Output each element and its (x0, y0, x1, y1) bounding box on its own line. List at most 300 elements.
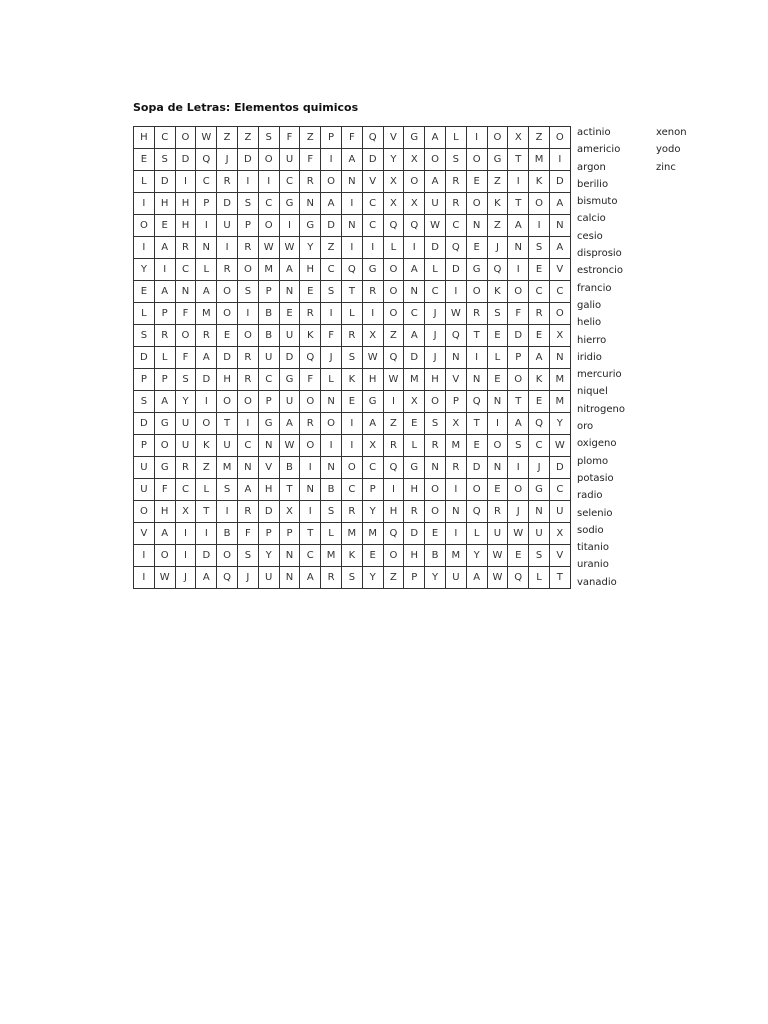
grid-cell: I (404, 237, 425, 259)
grid-cell: W (445, 303, 466, 325)
word-list-column-2 (656, 124, 687, 176)
grid-cell: X (383, 193, 404, 215)
grid-cell: A (300, 567, 321, 589)
grid-cell: N (549, 347, 570, 369)
grid-cell: N (466, 369, 487, 391)
grid-cell: A (404, 325, 425, 347)
grid-cell: I (196, 523, 217, 545)
grid-cell: P (154, 303, 175, 325)
grid-cell: R (341, 325, 362, 347)
word-list-item: oro (577, 421, 594, 433)
grid-cell: F (300, 149, 321, 171)
grid-cell: Q (487, 259, 508, 281)
grid-cell: A (237, 479, 258, 501)
grid-cell: J (425, 303, 446, 325)
grid-cell: H (134, 127, 155, 149)
grid-cell: S (258, 127, 279, 149)
grid-cell: T (279, 479, 300, 501)
grid-cell: O (549, 303, 570, 325)
grid-cell: V (549, 545, 570, 567)
grid-cell: Q (404, 215, 425, 237)
grid-cell: J (217, 149, 238, 171)
grid-cell: O (217, 303, 238, 325)
grid-cell: D (549, 457, 570, 479)
grid-cell: F (175, 347, 196, 369)
grid-cell: S (529, 545, 550, 567)
grid-cell: T (508, 193, 529, 215)
grid-cell: S (134, 391, 155, 413)
grid-cell: P (258, 523, 279, 545)
grid-cell: O (549, 127, 570, 149)
grid-cell: F (300, 369, 321, 391)
grid-cell: O (383, 281, 404, 303)
grid-cell: E (134, 149, 155, 171)
grid-cell: P (134, 435, 155, 457)
grid-cell: P (279, 523, 300, 545)
word-list-column-1 (577, 124, 625, 591)
grid-cell: X (362, 435, 383, 457)
grid-cell: G (362, 391, 383, 413)
grid-cell: Q (445, 237, 466, 259)
grid-cell: P (134, 369, 155, 391)
grid-cell: I (508, 259, 529, 281)
grid-cell: C (258, 193, 279, 215)
grid-cell: U (258, 567, 279, 589)
grid-cell: L (445, 127, 466, 149)
grid-cell: G (279, 369, 300, 391)
grid-cell: C (529, 435, 550, 457)
grid-cell: M (549, 391, 570, 413)
grid-cell: A (425, 171, 446, 193)
grid-cell: I (362, 303, 383, 325)
grid-cell: C (321, 259, 342, 281)
grid-cell: Y (258, 545, 279, 567)
grid-cell: C (279, 171, 300, 193)
grid-cell: P (362, 479, 383, 501)
grid-cell: Z (383, 325, 404, 347)
word-list-item: estroncio (577, 265, 624, 277)
grid-cell: O (466, 193, 487, 215)
grid-cell: Q (508, 567, 529, 589)
grid-cell: V (134, 523, 155, 545)
grid-cell: N (341, 171, 362, 193)
grid-cell: I (258, 171, 279, 193)
grid-cell: Y (300, 237, 321, 259)
grid-cell: D (508, 325, 529, 347)
grid-cell: I (175, 171, 196, 193)
grid-cell: R (175, 237, 196, 259)
word-list-item: mercurio (577, 369, 622, 381)
grid-cell: O (217, 545, 238, 567)
grid-cell: C (237, 435, 258, 457)
grid-cell: O (237, 325, 258, 347)
grid-row (134, 347, 571, 369)
grid-cell: R (487, 501, 508, 523)
grid-cell: E (341, 391, 362, 413)
grid-cell: P (258, 281, 279, 303)
grid-cell: S (217, 479, 238, 501)
grid-cell: C (362, 193, 383, 215)
grid-cell: S (341, 347, 362, 369)
grid-cell: E (508, 545, 529, 567)
grid-cell: K (487, 281, 508, 303)
grid-cell: R (237, 237, 258, 259)
grid-cell: S (487, 303, 508, 325)
grid-cell: D (217, 347, 238, 369)
grid-cell: C (549, 281, 570, 303)
grid-cell: C (445, 215, 466, 237)
grid-row (134, 479, 571, 501)
grid-cell: N (466, 215, 487, 237)
grid-cell: C (404, 303, 425, 325)
grid-cell: D (154, 171, 175, 193)
grid-cell: A (508, 413, 529, 435)
grid-cell: W (383, 369, 404, 391)
grid-row (134, 171, 571, 193)
grid-cell: R (445, 171, 466, 193)
grid-cell: H (258, 479, 279, 501)
word-list-item: americio (577, 144, 621, 156)
grid-cell: M (196, 303, 217, 325)
grid-cell: X (362, 325, 383, 347)
grid-cell: O (175, 127, 196, 149)
grid-cell: W (508, 523, 529, 545)
grid-cell: J (321, 347, 342, 369)
grid-cell: B (425, 545, 446, 567)
grid-cell: U (445, 567, 466, 589)
grid-row (134, 259, 571, 281)
grid-cell: I (445, 281, 466, 303)
grid-cell: R (196, 325, 217, 347)
grid-cell: M (549, 369, 570, 391)
grid-cell: Z (321, 237, 342, 259)
grid-cell: C (341, 479, 362, 501)
grid-cell: E (466, 435, 487, 457)
letter-grid (133, 126, 571, 589)
grid-cell: N (175, 281, 196, 303)
grid-cell: O (258, 149, 279, 171)
grid-cell: O (425, 479, 446, 501)
grid-cell: C (529, 281, 550, 303)
grid-cell: L (404, 435, 425, 457)
grid-cell: I (508, 171, 529, 193)
grid-cell: S (237, 193, 258, 215)
grid-cell: P (237, 215, 258, 237)
grid-cell: E (134, 281, 155, 303)
grid-cell: A (529, 347, 550, 369)
grid-cell: I (196, 215, 217, 237)
word-list-item: yodo (656, 144, 681, 156)
grid-cell: V (445, 369, 466, 391)
grid-cell: I (237, 413, 258, 435)
grid-cell: Z (196, 457, 217, 479)
grid-cell: D (466, 457, 487, 479)
grid-cell: V (258, 457, 279, 479)
grid-cell: Z (529, 127, 550, 149)
grid-cell: B (279, 457, 300, 479)
grid-cell: C (175, 479, 196, 501)
grid-cell: T (196, 501, 217, 523)
grid-cell: E (362, 545, 383, 567)
word-list-item: iridio (577, 351, 602, 363)
grid-cell: Q (383, 457, 404, 479)
grid-cell: W (362, 347, 383, 369)
grid-cell: Z (487, 171, 508, 193)
grid-cell: O (425, 391, 446, 413)
grid-cell: O (321, 413, 342, 435)
grid-cell: O (341, 457, 362, 479)
grid-cell: M (445, 545, 466, 567)
grid-cell: I (321, 303, 342, 325)
grid-cell: O (237, 259, 258, 281)
grid-cell: I (196, 391, 217, 413)
grid-row (134, 369, 571, 391)
grid-cell: U (217, 215, 238, 237)
grid-cell: C (154, 127, 175, 149)
grid-cell: R (217, 171, 238, 193)
grid-cell: R (300, 413, 321, 435)
word-list-item: potasio (577, 472, 614, 484)
grid-row (134, 391, 571, 413)
grid-cell: Z (487, 215, 508, 237)
grid-row (134, 501, 571, 523)
grid-row (134, 303, 571, 325)
grid-cell: O (154, 435, 175, 457)
grid-cell: I (134, 237, 155, 259)
grid-cell: Y (362, 567, 383, 589)
grid-cell: F (341, 127, 362, 149)
grid-cell: I (508, 457, 529, 479)
grid-cell: I (237, 303, 258, 325)
grid-cell: O (258, 215, 279, 237)
grid-cell: I (549, 149, 570, 171)
grid-cell: R (217, 259, 238, 281)
grid-cell: C (258, 369, 279, 391)
grid-cell: U (549, 501, 570, 523)
grid-cell: T (217, 413, 238, 435)
word-list-item: xenon (656, 127, 687, 138)
grid-cell: S (529, 237, 550, 259)
grid-cell: M (321, 545, 342, 567)
grid-cell: L (487, 347, 508, 369)
grid-cell: R (237, 369, 258, 391)
grid-cell: Y (362, 501, 383, 523)
grid-cell: G (404, 457, 425, 479)
grid-cell: D (237, 149, 258, 171)
grid-cell: L (134, 171, 155, 193)
word-list-item: helio (577, 317, 602, 329)
grid-cell: H (404, 545, 425, 567)
grid-cell: C (549, 479, 570, 501)
grid-cell: G (300, 215, 321, 237)
grid-cell: S (237, 545, 258, 567)
grid-cell: C (300, 545, 321, 567)
grid-cell: U (134, 479, 155, 501)
grid-cell: J (508, 501, 529, 523)
grid-row (134, 149, 571, 171)
grid-cell: I (383, 479, 404, 501)
grid-cell: S (175, 369, 196, 391)
grid-cell: M (445, 435, 466, 457)
grid-cell: R (237, 347, 258, 369)
grid-cell: U (279, 391, 300, 413)
grid-cell: D (175, 149, 196, 171)
grid-cell: O (383, 303, 404, 325)
grid-cell: N (300, 479, 321, 501)
grid-cell: U (487, 523, 508, 545)
grid-cell: O (487, 435, 508, 457)
grid-cell: L (321, 369, 342, 391)
grid-cell: A (154, 237, 175, 259)
grid-cell: H (175, 215, 196, 237)
grid-cell: M (258, 259, 279, 281)
grid-cell: T (549, 567, 570, 589)
grid-cell: A (508, 215, 529, 237)
grid-cell: L (341, 303, 362, 325)
grid-cell: O (196, 413, 217, 435)
grid-cell: R (529, 303, 550, 325)
grid-cell: K (196, 435, 217, 457)
grid-cell: N (508, 237, 529, 259)
grid-cell: N (341, 215, 362, 237)
grid-cell: M (217, 457, 238, 479)
grid-cell: P (258, 391, 279, 413)
grid-cell: E (217, 325, 238, 347)
grid-cell: N (487, 391, 508, 413)
grid-cell: D (196, 369, 217, 391)
grid-cell: Q (445, 325, 466, 347)
grid-cell: A (154, 391, 175, 413)
word-list-item: berilio (577, 178, 609, 190)
word-list-item: cesio (577, 230, 603, 242)
grid-row (134, 523, 571, 545)
grid-cell: G (279, 193, 300, 215)
grid-cell: D (321, 215, 342, 237)
grid-cell: T (466, 413, 487, 435)
grid-cell: D (404, 523, 425, 545)
grid-cell: E (154, 215, 175, 237)
grid-cell: Q (466, 391, 487, 413)
word-list-item: hierro (577, 334, 607, 346)
grid-cell: O (466, 149, 487, 171)
grid-cell: M (341, 523, 362, 545)
grid-cell: O (425, 149, 446, 171)
grid-cell: M (529, 149, 550, 171)
grid-cell: G (154, 457, 175, 479)
grid-cell: N (279, 567, 300, 589)
grid-cell: B (321, 479, 342, 501)
grid-row (134, 281, 571, 303)
grid-cell: Y (466, 545, 487, 567)
grid-row (134, 193, 571, 215)
grid-cell: X (549, 325, 570, 347)
grid-cell: B (217, 523, 238, 545)
grid-cell: U (279, 325, 300, 347)
grid-cell: S (321, 501, 342, 523)
grid-cell: R (445, 457, 466, 479)
grid-cell: X (279, 501, 300, 523)
grid-cell: O (300, 391, 321, 413)
grid-cell: R (175, 457, 196, 479)
grid-cell: H (362, 369, 383, 391)
word-list-item: bismuto (577, 196, 618, 208)
grid-cell: I (341, 237, 362, 259)
grid-cell: O (134, 501, 155, 523)
grid-cell: F (154, 479, 175, 501)
grid-cell: D (196, 545, 217, 567)
grid-row (134, 457, 571, 479)
puzzle-title: Sopa de Letras: Elementos quimicos (133, 101, 359, 114)
grid-cell: H (404, 479, 425, 501)
grid-cell: F (175, 303, 196, 325)
grid-row (134, 545, 571, 567)
grid-cell: W (196, 127, 217, 149)
grid-cell: X (383, 171, 404, 193)
grid-cell: O (300, 435, 321, 457)
word-list-item: zinc (656, 161, 676, 173)
grid-cell: Q (383, 523, 404, 545)
grid-cell: T (341, 281, 362, 303)
grid-cell: J (175, 567, 196, 589)
grid-cell: X (404, 193, 425, 215)
grid-cell: K (529, 171, 550, 193)
grid-cell: X (175, 501, 196, 523)
grid-cell: I (175, 545, 196, 567)
grid-cell: N (237, 457, 258, 479)
grid-cell: X (404, 391, 425, 413)
grid-cell: G (466, 259, 487, 281)
grid-cell: M (404, 369, 425, 391)
grid-cell: U (217, 435, 238, 457)
grid-cell: W (279, 435, 300, 457)
grid-cell: Q (383, 347, 404, 369)
grid-cell: N (321, 457, 342, 479)
grid-cell: S (134, 325, 155, 347)
grid-cell: E (404, 413, 425, 435)
grid-cell: O (404, 171, 425, 193)
grid-cell: D (279, 347, 300, 369)
grid-cell: W (425, 215, 446, 237)
grid-cell: I (300, 457, 321, 479)
grid-cell: X (445, 413, 466, 435)
grid-cell: I (237, 171, 258, 193)
grid-cell: X (508, 127, 529, 149)
word-list-item: sodio (577, 524, 604, 536)
grid-cell: H (217, 369, 238, 391)
grid-cell: C (196, 171, 217, 193)
grid-cell: S (508, 435, 529, 457)
grid-cell: N (404, 281, 425, 303)
grid-cell: S (445, 149, 466, 171)
grid-cell: R (362, 281, 383, 303)
grid-cell: G (258, 413, 279, 435)
grid-cell: W (487, 567, 508, 589)
grid-cell: R (404, 501, 425, 523)
grid-cell: P (508, 347, 529, 369)
grid-cell: R (300, 303, 321, 325)
grid-cell: U (529, 523, 550, 545)
grid-cell: X (404, 149, 425, 171)
grid-cell: R (466, 303, 487, 325)
grid-cell: T (508, 149, 529, 171)
grid-cell: A (549, 237, 570, 259)
word-list-item: niquel (577, 386, 608, 398)
grid-cell: R (445, 193, 466, 215)
grid-cell: I (341, 413, 362, 435)
grid-cell: T (466, 325, 487, 347)
grid-cell: J (487, 237, 508, 259)
grid-cell: S (425, 413, 446, 435)
